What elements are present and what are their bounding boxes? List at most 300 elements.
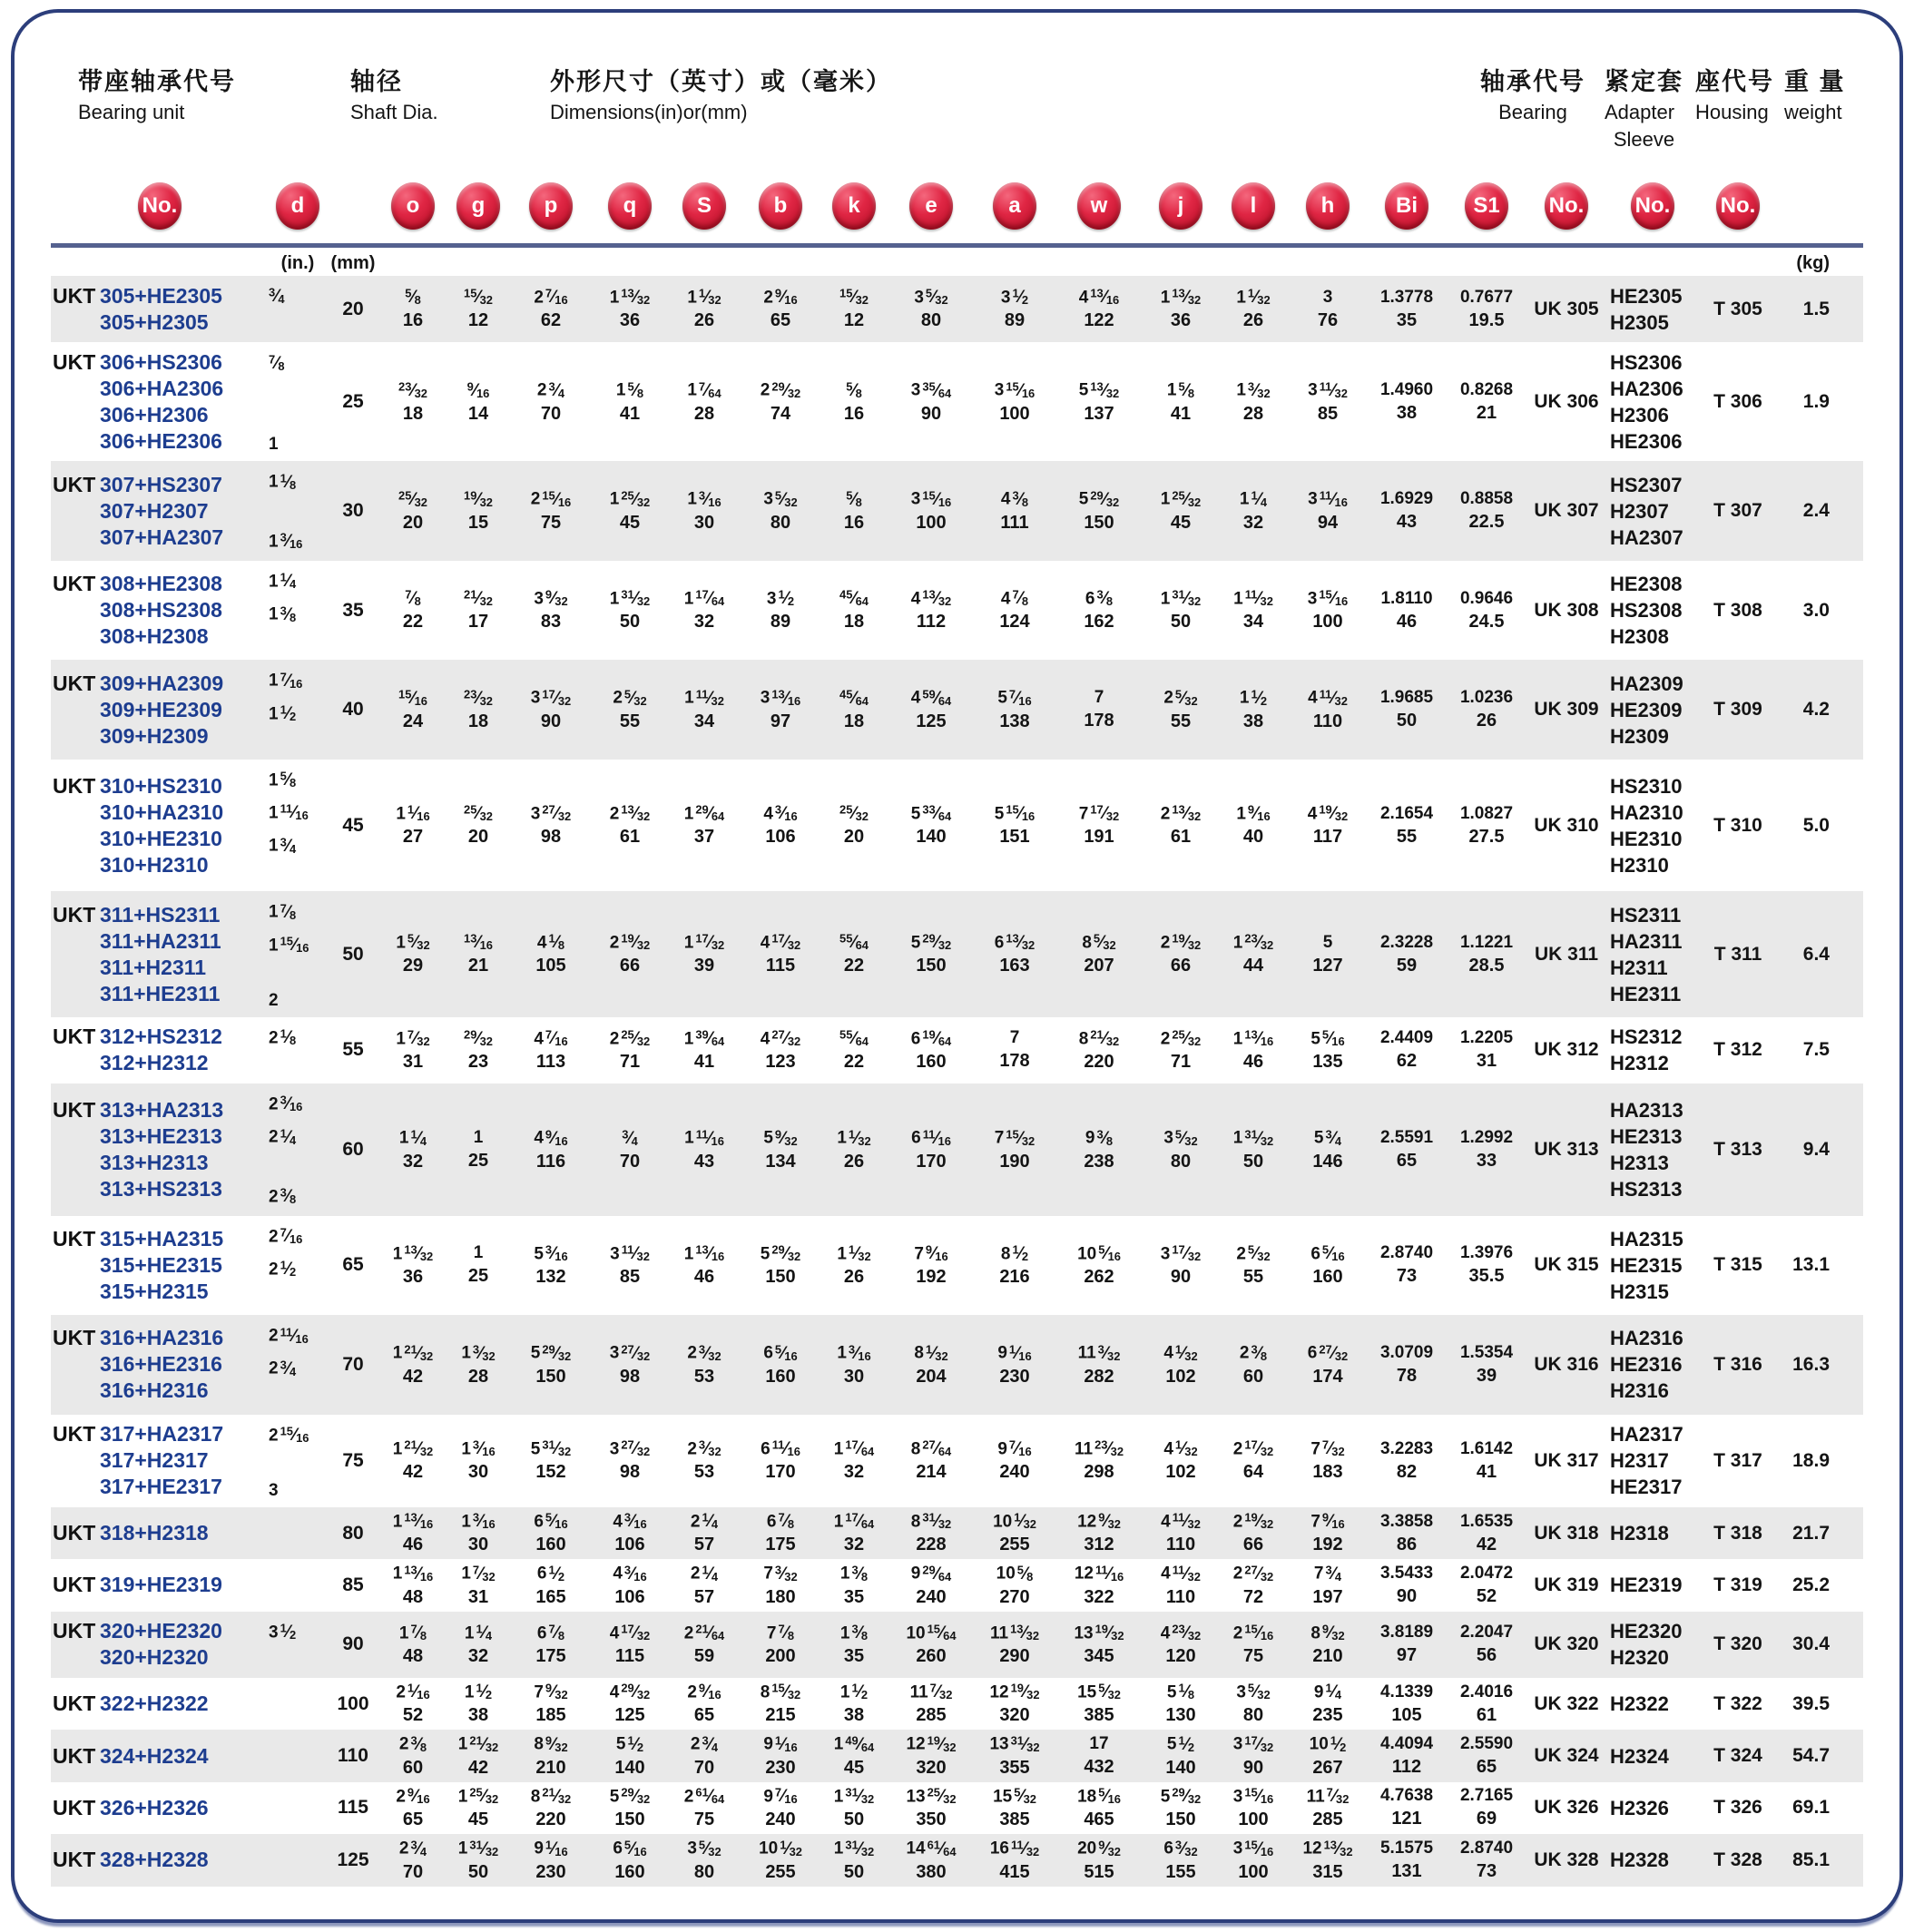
dim-inch-value: 8 $^1⁄_2$ <box>1000 1242 1029 1264</box>
dim-mm-value: 46 <box>1242 1052 1264 1073</box>
shaft-dia-in-cell <box>269 1691 327 1717</box>
shaft-dia-in-value: 1 $^1⁄_8$ <box>269 471 297 492</box>
bearing-no: UK 305 <box>1534 298 1599 319</box>
dim-inch-value: 1 7⁄32 <box>461 1563 496 1584</box>
bearing-unit-code-line <box>53 623 269 650</box>
bearing-unit-code: 309+HA2309 <box>100 671 224 695</box>
dim-cell-h <box>1289 1028 1367 1073</box>
dim-mm-value: 75 <box>693 1809 715 1830</box>
bearing-unit-code: 313+H2313 <box>100 1150 209 1174</box>
dim-inch-value: 1 17⁄64 <box>833 1510 875 1532</box>
dim-cell-w <box>1055 932 1143 976</box>
dim-cell-a <box>975 1733 1055 1778</box>
dim-mm-value: 180 <box>765 1586 796 1607</box>
housing-no: T 326 <box>1713 1797 1762 1819</box>
adapter-sleeve-no: HA2307 <box>1610 525 1683 549</box>
bi-value-cell <box>1367 1623 1447 1666</box>
adapter-sleeve-cell <box>1606 571 1699 650</box>
dim-mm-value: 116 <box>535 1151 566 1172</box>
bearing-unit-code: 319+HE2319 <box>100 1573 222 1597</box>
dim-cell-l <box>1218 803 1289 848</box>
dim-mm-value: 32 <box>402 1151 424 1172</box>
shaft-dia-in-cell <box>269 763 327 888</box>
bearing-unit-code-line <box>53 1847 269 1873</box>
dim-inch-value: $^{45}⁄_{64}$ <box>839 687 869 708</box>
dim-mm-value: 155 <box>1165 1861 1196 1882</box>
dim-inch-value: 8 21⁄32 <box>530 1785 572 1807</box>
header-dimensions <box>550 62 892 124</box>
dim-cell-h <box>1289 379 1367 424</box>
adapter-sleeve-no: H2316 <box>1610 1379 1669 1403</box>
shaft-dia-in-value <box>269 961 327 987</box>
s1-value-cell <box>1447 1839 1526 1882</box>
dim-cell-h <box>1289 1342 1367 1387</box>
dim-inch-value: 4 3⁄16 <box>613 1563 647 1584</box>
ukt-prefix: UKT <box>53 1743 96 1768</box>
shaft-dia-in-value <box>269 730 327 756</box>
dim-mm-value: 320 <box>999 1705 1030 1726</box>
bearing-unit-code: 307+H2307 <box>100 498 209 523</box>
dim-cell-e <box>888 588 975 633</box>
dim-mm-value: 60 <box>1242 1366 1264 1387</box>
dim-mm-value: 50 <box>1242 1151 1264 1172</box>
bi-value-mm: 112 <box>1391 1757 1422 1777</box>
dim-cell-g <box>447 1028 510 1073</box>
dim-inch-value: 3 $^{17}⁄_{32}$ <box>530 687 572 708</box>
adapter-sleeve-cell <box>1606 1691 1699 1717</box>
table-row <box>51 1834 1863 1886</box>
dim-inch-value: 10 15⁄64 <box>906 1622 957 1643</box>
dim-mm-value: 200 <box>765 1645 796 1666</box>
dim-mm-value: 355 <box>999 1757 1030 1778</box>
dim-cell-a <box>975 1511 1055 1555</box>
s1-value-cell <box>1447 1512 1526 1555</box>
dim-mm-value: 240 <box>999 1462 1030 1483</box>
dim-cell-k <box>820 1342 888 1387</box>
dim-mm-value: 178 <box>999 1051 1030 1072</box>
dim-mm-value: 62 <box>540 310 562 331</box>
bearing-unit-code: 308+H2308 <box>100 624 209 649</box>
dim-inch-value: 3 $^{11}⁄_{16}$ <box>1308 488 1348 509</box>
dim-cell-j <box>1143 379 1218 424</box>
dim-cell-l <box>1218 1563 1289 1607</box>
dim-cell-b <box>741 1623 820 1667</box>
dim-cell-j <box>1143 287 1218 331</box>
s1-value-cell <box>1447 804 1526 848</box>
housing-no: T 317 <box>1713 1449 1762 1471</box>
dim-inch-value: 1 1⁄2 <box>839 1681 869 1702</box>
dim-inch-value: 11 7⁄32 <box>909 1681 953 1702</box>
dim-inch-value: 2 1⁄16 <box>396 1681 430 1702</box>
dim-mm-value: 238 <box>1084 1151 1114 1172</box>
bi-value-mm: 46 <box>1396 611 1418 632</box>
dim-cell-S <box>668 1786 741 1830</box>
bearing-unit-code-line <box>53 1618 269 1644</box>
bi-value-cell <box>1367 1512 1447 1555</box>
dim-inch-value: 3 $^{15}⁄_{16}$ <box>910 488 952 509</box>
dim-mm-value: 26 <box>693 310 715 331</box>
unit-inch-label: (in.) <box>280 253 315 273</box>
bi-value-mm: 131 <box>1391 1860 1422 1881</box>
table-row <box>51 276 1863 342</box>
dim-inch-value: 2 15⁄16 <box>1232 1622 1274 1643</box>
dim-inch-value: 15 5⁄32 <box>1077 1681 1121 1702</box>
dim-inch-value: 1 <box>473 1243 484 1263</box>
dim-inch-value: 20 9⁄32 <box>1077 1838 1121 1858</box>
s1-value-inch: 1.1221 <box>1459 932 1514 952</box>
adapter-sleeve-cell <box>1606 1795 1699 1821</box>
weight-value: 16.3 <box>1792 1353 1830 1375</box>
s1-value-inch: 1.5354 <box>1459 1342 1514 1362</box>
bearing-unit-code: 306+HS2306 <box>100 349 222 374</box>
dim-cell-k <box>820 488 888 533</box>
header-adapter-sleeve-zh: 紧定套 <box>1605 68 1683 95</box>
adapter-sleeve-cell <box>1606 902 1699 1007</box>
dim-mm-value: 115 <box>614 1645 645 1666</box>
dim-inch-value: 1 $^1⁄_{32}$ <box>837 1127 871 1148</box>
adapter-sleeve-no: HE2317 <box>1610 1476 1683 1499</box>
table-row <box>51 1730 1863 1781</box>
dim-mm-value: 97 <box>770 711 791 731</box>
bearing-unit-code: 311+HA2311 <box>100 928 221 953</box>
adapter-sleeve-no: HS2306 <box>1610 350 1683 374</box>
dim-mm-value: 385 <box>1084 1705 1114 1726</box>
dim-inch-value: 2 3⁄32 <box>687 1342 721 1363</box>
dim-cell-o <box>379 687 447 731</box>
dim-cell-w <box>1055 1563 1143 1607</box>
dim-cell-a <box>975 1563 1055 1607</box>
dim-inch-value: 7 $^{15}⁄_{32}$ <box>994 1127 1036 1148</box>
adapter-sleeve-no: H2313 <box>1610 1151 1669 1174</box>
dim-cell-e <box>888 803 975 848</box>
dim-cell-p <box>510 379 592 424</box>
header-bearing-unit-en: Bearing unit <box>78 101 185 123</box>
dim-inch-value: 3 $^{11}⁄_{32}$ <box>1308 379 1348 400</box>
adapter-sleeve-cell <box>1606 1097 1699 1202</box>
ukt-prefix <box>53 1474 100 1500</box>
s1-value-cell <box>1447 1786 1526 1829</box>
dim-cell-k <box>820 1028 888 1073</box>
dim-mm-value: 260 <box>916 1645 947 1666</box>
dim-inch-value: 18 5⁄16 <box>1077 1785 1121 1807</box>
dim-inch-value: 2 $^{15}⁄_{16}$ <box>530 488 572 509</box>
s1-value-mm: 33 <box>1476 1150 1497 1171</box>
adapter-sleeve-no: H2328 <box>1610 1849 1669 1872</box>
dim-mm-value: 76 <box>1317 309 1339 330</box>
adapter-sleeve-no: HA2315 <box>1610 1227 1683 1250</box>
dim-inch-value: 1 $^{29}⁄_{64}$ <box>683 802 725 824</box>
bearing-unit-no-cell <box>51 1691 269 1717</box>
adapter-sleeve-cell <box>1606 1743 1699 1770</box>
dim-mm-value: 111 <box>1000 512 1029 533</box>
dim-cell-g <box>447 1128 510 1172</box>
dim-mm-value: 150 <box>1084 512 1114 533</box>
dim-cell-e <box>888 1733 975 1778</box>
ukt-prefix <box>53 402 100 428</box>
dim-mm-value: 210 <box>535 1757 566 1778</box>
adapter-sleeve-cell <box>1606 1325 1699 1404</box>
bearing-unit-code-line <box>53 773 269 799</box>
bi-value-cell <box>1367 1682 1447 1726</box>
s1-value-cell <box>1447 1682 1526 1726</box>
dim-mm-value: 183 <box>1312 1462 1343 1483</box>
bi-value-mm: 105 <box>1391 1704 1422 1725</box>
shaft-dia-in-value <box>269 1153 327 1180</box>
dim-inch-value: 5 $^5⁄_{16}$ <box>1310 1027 1345 1049</box>
dim-inch-value: 2 $^5⁄_{32}$ <box>1163 687 1198 708</box>
adapter-sleeve-no: HE2310 <box>1610 827 1683 850</box>
shaft-dia-mm-value: 25 <box>342 390 364 412</box>
dim-inch-value: 9 1⁄16 <box>997 1342 1032 1363</box>
dim-cell-o <box>379 1838 447 1882</box>
s1-value-cell <box>1447 1028 1526 1072</box>
bi-value-inch: 2.3228 <box>1379 932 1434 952</box>
column-badge-S1-16: S1 <box>1465 182 1508 230</box>
bearing-unit-code-line <box>53 1226 269 1252</box>
bearing-unit-code-line <box>53 309 269 336</box>
dim-inch-value: 10 1⁄32 <box>993 1510 1036 1532</box>
adapter-sleeve-cell <box>1606 472 1699 551</box>
dim-cell-j <box>1143 1838 1218 1882</box>
bearing-unit-code-line <box>53 349 269 376</box>
bearing-unit-no-cell <box>51 1097 269 1202</box>
ukt-prefix: UKT <box>53 1795 96 1819</box>
ukt-prefix <box>53 1279 100 1305</box>
shaft-dia-in-value: 1 $^{15}⁄_{16}$ <box>269 934 309 956</box>
dim-cell-S <box>668 1682 741 1726</box>
dim-mm-value: 140 <box>614 1757 645 1778</box>
shaft-dia-in-value: $^7⁄_8$ <box>269 352 285 373</box>
bearing-unit-code-line <box>53 671 269 697</box>
dim-inch-value: $^{19}⁄_{32}$ <box>464 488 493 509</box>
dim-cell-a <box>975 379 1055 424</box>
dim-inch-value: 4 23⁄32 <box>1160 1622 1202 1643</box>
dim-cell-j <box>1143 932 1218 976</box>
bi-value-mm: 86 <box>1396 1534 1418 1554</box>
dim-inch-value: 8 27⁄64 <box>910 1437 952 1459</box>
dim-cell-o <box>379 488 447 533</box>
dim-cell-q <box>592 1838 668 1882</box>
dim-mm-value: 94 <box>1317 512 1339 533</box>
shaft-dia-in-value <box>269 405 327 431</box>
bi-value-inch: 1.3778 <box>1379 287 1434 307</box>
dim-cell-e <box>888 1682 975 1726</box>
bearing-unit-code: 316+HA2316 <box>100 1326 224 1350</box>
dim-mm-value: 55 <box>619 711 641 731</box>
bearing-unit-code: 312+HS2312 <box>100 1025 222 1049</box>
bearing-unit-no-cell <box>51 1618 269 1671</box>
dim-cell-j <box>1143 803 1218 848</box>
dim-cell-p <box>510 1563 592 1607</box>
dim-cell-w <box>1055 1127 1143 1172</box>
s1-value-mm: 27.5 <box>1468 826 1505 847</box>
dim-inch-value: 1 49⁄64 <box>833 1733 875 1754</box>
dim-mm-value: 124 <box>999 612 1030 633</box>
dim-inch-value: 1 $^{17}⁄_{32}$ <box>683 931 725 953</box>
dim-cell-p <box>510 932 592 976</box>
bearing-unit-code-line <box>53 928 269 955</box>
dim-cell-p <box>510 687 592 731</box>
shaft-dia-in-cell <box>269 1319 327 1410</box>
dim-cell-l <box>1218 1838 1289 1882</box>
dim-mm-value: 98 <box>619 1462 641 1483</box>
bearing-unit-no-cell <box>51 1743 269 1770</box>
dim-mm-value: 36 <box>402 1267 424 1288</box>
dim-cell-o <box>379 1563 447 1607</box>
shaft-dia-in-value <box>269 1795 327 1821</box>
s1-value-cell <box>1447 288 1526 331</box>
adapter-sleeve-no: HE2315 <box>1610 1253 1683 1277</box>
catalog-table-panel <box>11 9 1903 1923</box>
bi-value-inch: 4.7638 <box>1379 1786 1434 1806</box>
ukt-prefix: UKT <box>53 1848 96 1872</box>
dim-cell-o <box>379 1438 447 1483</box>
dim-cell-a <box>975 1438 1055 1483</box>
dim-inch-value: $^{29}⁄_{32}$ <box>464 1027 493 1049</box>
dim-inch-value: 1 31⁄32 <box>457 1838 499 1858</box>
dim-mm-value: 65 <box>770 310 791 331</box>
dim-mm-value: 110 <box>1165 1535 1196 1555</box>
dim-mm-value: 31 <box>467 1586 489 1607</box>
dim-cell-h <box>1289 288 1367 331</box>
dim-cell-w <box>1055 1734 1143 1778</box>
dim-inch-value: 1 $^{11}⁄_{32}$ <box>1233 587 1273 609</box>
dim-mm-value: 90 <box>1170 1267 1192 1288</box>
s1-value-inch: 2.2047 <box>1459 1623 1514 1643</box>
dim-cell-b <box>741 1838 820 1882</box>
dim-mm-value: 55 <box>1242 1267 1264 1288</box>
dim-mm-value: 130 <box>1165 1705 1196 1726</box>
shaft-dia-in-cell <box>269 1520 327 1546</box>
header-housing-zh: 座代号 <box>1695 68 1774 95</box>
dim-inch-value: $^{13}⁄_{16}$ <box>464 931 493 953</box>
dim-mm-value: 30 <box>467 1462 489 1483</box>
dim-cell-g <box>447 1342 510 1387</box>
unit-mm-label: (mm) <box>330 253 376 273</box>
bearing-unit-code: 317+HA2317 <box>100 1422 224 1447</box>
dim-inch-value: 5 29⁄32 <box>609 1785 651 1807</box>
bearing-no: UK 328 <box>1534 1849 1599 1870</box>
dim-cell-h <box>1289 1682 1367 1726</box>
dim-mm-value: 192 <box>1312 1535 1343 1555</box>
dim-mm-value: 43 <box>693 1151 715 1172</box>
table-row <box>51 1678 1863 1730</box>
shaft-dia-mm-value: 30 <box>342 500 364 522</box>
weight-value: 39.5 <box>1792 1692 1830 1714</box>
shaft-dia-in-cell <box>269 1572 327 1598</box>
bearing-unit-code: 308+HS2308 <box>100 598 222 623</box>
dim-inch-value: 12 11⁄16 <box>1074 1563 1124 1584</box>
dim-cell-g <box>447 1733 510 1778</box>
dim-cell-g <box>447 1786 510 1830</box>
dim-mm-value: 16 <box>843 512 865 533</box>
dim-inch-value: 1 $^{25}⁄_{32}$ <box>609 488 651 509</box>
dim-cell-e <box>888 1786 975 1830</box>
ukt-prefix: UKT <box>53 283 96 308</box>
dim-inch-value: 5 $^3⁄_4$ <box>1313 1127 1342 1148</box>
bearing-unit-code: 308+HE2308 <box>100 572 222 596</box>
dim-cell-l <box>1218 1786 1289 1830</box>
dim-cell-S <box>668 687 741 731</box>
column-badge-j-12: j <box>1159 182 1202 230</box>
dim-cell-g <box>447 687 510 731</box>
bearing-unit-code: 309+H2309 <box>100 723 209 748</box>
dim-inch-value: 4 $^{19}⁄_{32}$ <box>1307 802 1349 824</box>
bearing-no: UK 306 <box>1534 390 1599 412</box>
dim-cell-e <box>888 287 975 331</box>
column-badge-q-5: q <box>608 182 652 230</box>
dim-inch-value: 5 $^3⁄_{16}$ <box>534 1242 568 1264</box>
bearing-no: UK 313 <box>1534 1138 1599 1160</box>
bearing-no: UK 316 <box>1534 1353 1599 1375</box>
shaft-dia-in-value <box>269 1385 327 1411</box>
dim-cell-j <box>1143 1623 1218 1667</box>
table-row <box>51 342 1863 461</box>
dim-cell-o <box>379 588 447 633</box>
housing-no: T 307 <box>1713 500 1762 522</box>
dim-cell-a <box>975 932 1055 976</box>
dim-inch-value: 2 $^3⁄_4$ <box>536 379 565 400</box>
dim-cell-g <box>447 287 510 331</box>
shaft-dia-in-cell <box>269 280 327 338</box>
dim-inch-value: 1 $^1⁄_{32}$ <box>687 286 721 308</box>
dim-mm-value: 48 <box>402 1586 424 1607</box>
dim-mm-value: 50 <box>467 1861 489 1882</box>
dim-inch-value: 6 5⁄16 <box>534 1510 568 1532</box>
bi-value-inch: 2.8740 <box>1379 1243 1434 1263</box>
dim-inch-value: 12 13⁄32 <box>1302 1838 1353 1858</box>
bi-value-mm: 35 <box>1396 309 1418 330</box>
dim-cell-k <box>820 803 888 848</box>
bearing-unit-code-line <box>53 981 269 1007</box>
dim-mm-value: 40 <box>1242 827 1264 848</box>
dim-mm-value: 28 <box>467 1366 489 1387</box>
shaft-dia-mm-value: 55 <box>342 1039 364 1061</box>
dim-cell-e <box>888 1127 975 1172</box>
ukt-prefix <box>53 852 100 878</box>
adapter-sleeve-cell <box>1606 1618 1699 1671</box>
dim-mm-value: 41 <box>619 403 641 424</box>
dim-cell-g <box>447 1243 510 1287</box>
dim-cell-g <box>447 932 510 976</box>
dim-inch-value: 2 9⁄16 <box>687 1681 721 1702</box>
bi-value-inch: 1.6929 <box>1379 489 1434 509</box>
ukt-prefix: UKT <box>53 1692 96 1716</box>
bearing-unit-code-line <box>53 283 269 309</box>
bearing-unit-code: 326+H2326 <box>100 1795 209 1819</box>
dim-cell-q <box>592 1127 668 1172</box>
dim-mm-value: 30 <box>693 512 715 533</box>
dim-cell-o <box>379 1127 447 1172</box>
ukt-prefix <box>53 928 100 955</box>
column-badge-d-1: d <box>276 182 319 230</box>
dim-cell-w <box>1055 1028 1143 1073</box>
s1-value-mm: 28.5 <box>1468 955 1505 976</box>
dim-cell-w <box>1055 287 1143 331</box>
weight-value: 6.4 <box>1802 943 1830 965</box>
weight-value: 85.1 <box>1792 1849 1830 1870</box>
dim-mm-value: 350 <box>916 1809 947 1830</box>
bearing-unit-code-line <box>53 1024 269 1050</box>
shaft-dia-in-value <box>269 1743 327 1770</box>
shaft-dia-in-value: 2 $^{11}⁄_{16}$ <box>269 1325 309 1346</box>
dim-mm-value: 125 <box>614 1705 645 1726</box>
dim-inch-value: 5 $^{29}⁄_{32}$ <box>760 1242 801 1264</box>
dim-inch-value: 1 $^{13}⁄_{32}$ <box>609 286 651 308</box>
dim-inch-value: 5 $^{13}⁄_{32}$ <box>1078 379 1120 400</box>
dim-cell-p <box>510 1438 592 1483</box>
dim-cell-S <box>668 1028 741 1073</box>
